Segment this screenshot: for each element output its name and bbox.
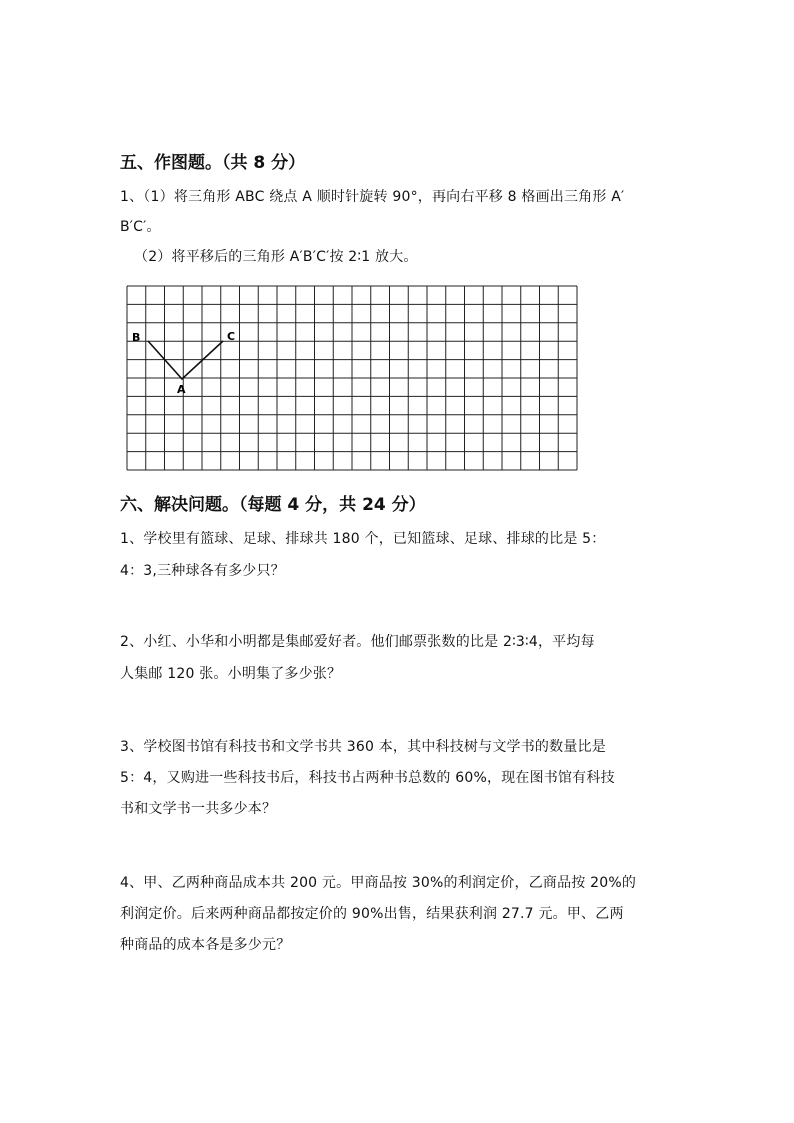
s6-q2-line1: 2、小红、小华和小明都是集邮爱好者。他们邮票张数的比是 2∶3∶4，平均每 xyxy=(120,634,595,650)
vertex-label-b: B xyxy=(132,331,141,344)
vertex-label-a: A xyxy=(177,383,186,396)
s5-q1-line2: B′C′。 xyxy=(120,219,161,235)
s5-q1-part2: （2）将平移后的三角形 A′B′C′按 2∶1 放大。 xyxy=(134,249,418,265)
s6-q4-line3: 种商品的成本各是多少元？ xyxy=(120,937,291,953)
s6-q1-line1: 1、学校里有篮球、足球、排球共 180 个，已知篮球、足球、排球的比是 5： xyxy=(120,531,606,547)
s6-q3-line1: 3、学校图书馆有科技书和文学书共 360 本，其中科技树与文学书的数量比是 xyxy=(120,739,606,755)
s6-q4-line2: 利润定价。后来两种商品都按定价的 90%出售，结果获利润 27.7 元。甲、乙两 xyxy=(120,906,624,922)
grid-lines xyxy=(127,286,577,470)
s6-q4-line1: 4、甲、乙两种商品成本共 200 元。甲商品按 30%的利润定价，乙商品按 20%的 xyxy=(120,875,637,891)
s6-q3-line2: 5：4，又购进一些科技书后，科技书占两种书总数的 60%，现在图书馆有科技 xyxy=(120,770,615,786)
s6-q3-line3: 书和文学书一共多少本？ xyxy=(120,801,277,817)
vertex-label-c: C xyxy=(227,330,236,343)
section6-title: 六、解决问题。（每题 4 分，共 24 分） xyxy=(120,495,426,515)
s5-q1-line1: 1、（1）将三角形 ABC 绕点 A 顺时针旋转 90°，再向右平移 8 格画出三角形 A′ xyxy=(120,189,625,205)
s6-q2-line2: 人集邮 120 张。小明集了多少张？ xyxy=(120,666,342,682)
drawing-grid xyxy=(126,285,578,471)
section5-title: 五、作图题。（共 8 分） xyxy=(120,153,306,173)
s6-q1-line2: 4：3,三种球各有多少只？ xyxy=(120,563,285,579)
